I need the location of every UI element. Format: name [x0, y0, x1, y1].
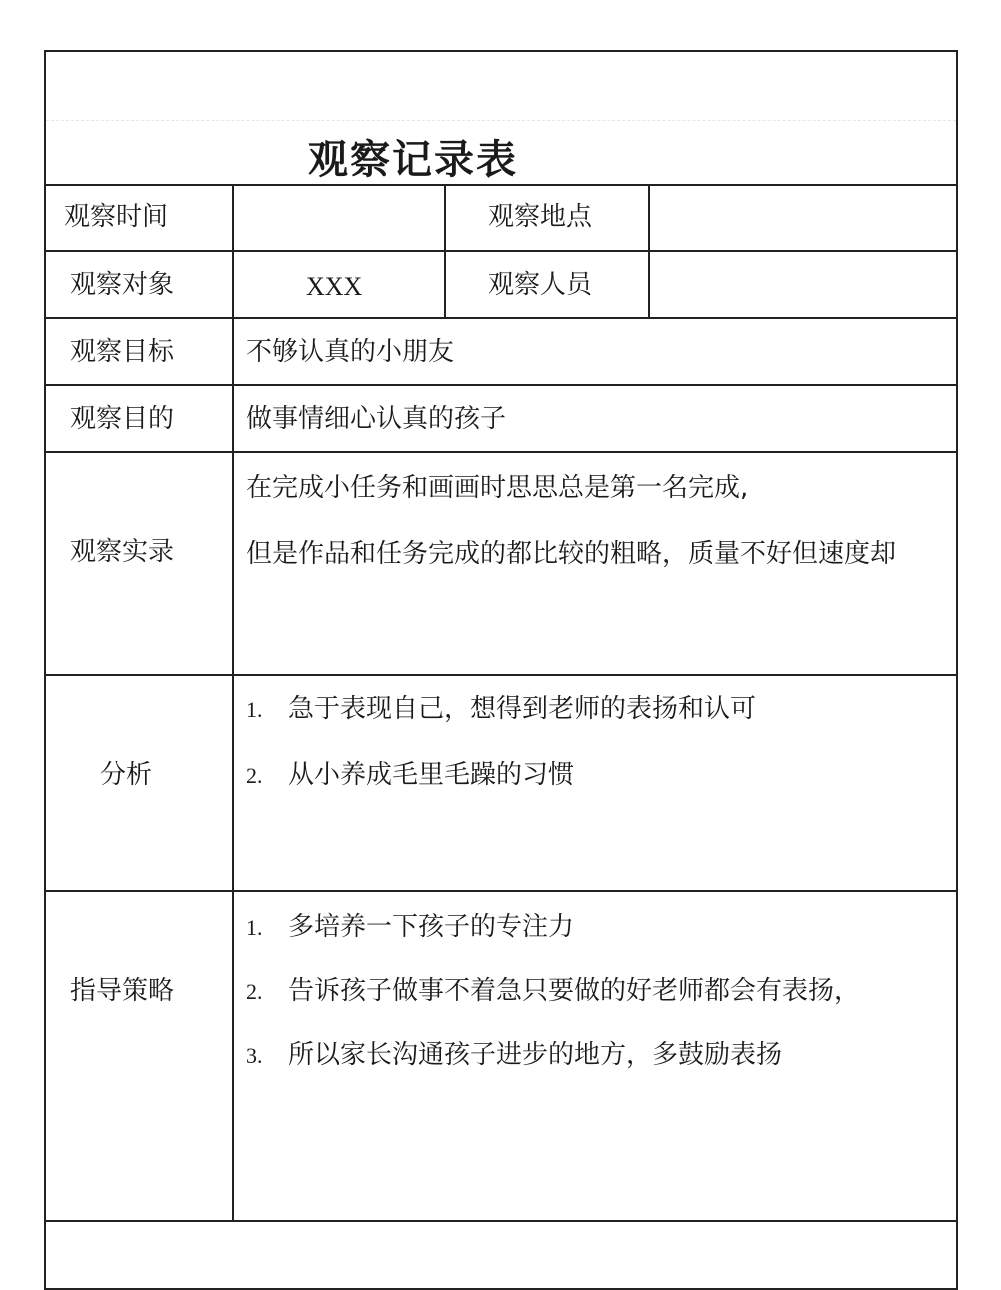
label-observation-purpose: 观察目的	[70, 404, 175, 434]
strategy-item-text: 多培养一下孩子的专注力	[288, 912, 575, 942]
top-blank-area	[46, 52, 956, 121]
label-analysis: 分析	[100, 760, 153, 790]
row-time-place	[46, 184, 956, 252]
observation-record-sheet	[44, 50, 958, 1290]
strategy-item-number: 3.	[246, 1043, 263, 1068]
analysis-item-number: 2.	[246, 763, 263, 788]
strategy-item	[246, 914, 574, 940]
strategy-item-number: 1.	[246, 915, 263, 940]
record-line-2: 但是作品和任务完成的都比较的粗略，质量不好但速度却	[246, 539, 897, 569]
analysis-item-number: 1.	[246, 697, 263, 722]
row-record	[46, 453, 956, 676]
row-target	[46, 319, 956, 386]
analysis-item	[246, 696, 756, 722]
value-observation-purpose: 做事情细心认真的孩子	[246, 404, 507, 434]
label-observation-time: 观察时间	[64, 202, 169, 232]
label-observation-place: 观察地点	[488, 202, 593, 232]
page-title	[46, 120, 956, 186]
title-text: 观察记录表	[308, 137, 518, 183]
strategy-item-text: 所以家长沟通孩子进步的地方，多鼓励表扬	[288, 1040, 783, 1070]
analysis-item-text: 急于表现自己，想得到老师的表扬和认可	[288, 694, 757, 724]
label-observation-record: 观察实录	[70, 537, 175, 567]
label-guidance-strategy: 指导策略	[70, 976, 175, 1006]
value-observation-target: 不够认真的小朋友	[246, 337, 455, 367]
label-observation-subject: 观察对象	[70, 270, 175, 300]
row-purpose	[46, 386, 956, 453]
value-observation-subject: XXX	[306, 272, 363, 301]
row-strategy	[46, 892, 956, 1222]
analysis-item	[246, 762, 574, 788]
analysis-item-text: 从小养成毛里毛躁的习惯	[288, 760, 575, 790]
row-subject-observer	[46, 252, 956, 319]
label-observation-target: 观察目标	[70, 337, 175, 367]
strategy-item	[246, 1042, 782, 1068]
record-line-1: 在完成小任务和画画时思思总是第一名完成,	[246, 473, 749, 503]
row-analysis	[46, 676, 956, 892]
strategy-item-text: 告诉孩子做事不着急只要做的好老师都会有表扬，	[288, 976, 861, 1006]
strategy-item	[246, 978, 860, 1004]
label-observer: 观察人员	[488, 270, 593, 300]
strategy-item-number: 2.	[246, 979, 263, 1004]
